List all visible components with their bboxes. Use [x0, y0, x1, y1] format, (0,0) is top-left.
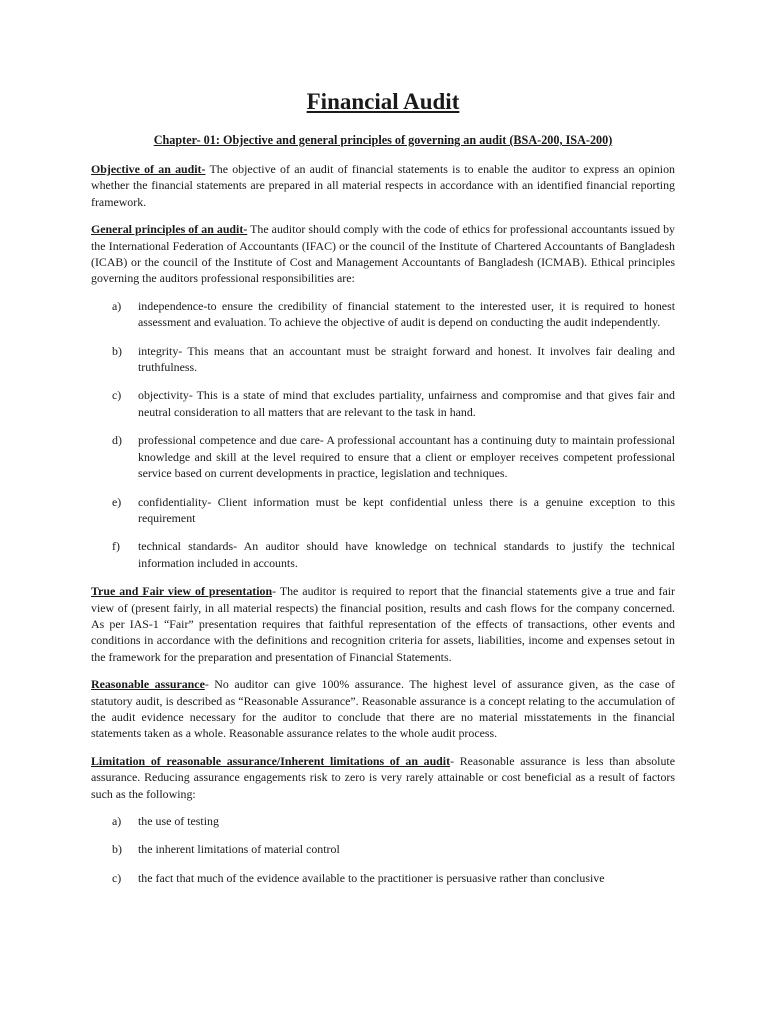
list-item-text: independence-to ensure the credibility of financial statement to the interested user, it is required to honest assessment and evaluation. To achieve the objective of audit is depend on conducting the audit independently. — [138, 298, 675, 330]
objective-paragraph — [91, 161, 675, 210]
list-item — [91, 343, 675, 376]
limitation-text: - Reasonable assurance is less than absolute assurance. Reducing assurance engagements risk to zero is very rarely attainable or cost beneficial as a result of factors such as the following: — [91, 753, 675, 801]
reasonable-assurance-text: - No auditor can give 100% assurance. The highest level of assurance given, as the case of statutory audit, is described as “Reasonable Assurance”. Reasonable assurance is a concept relating to the accumulation of the audit evidence necessary for the auditor to conclude that there are no material misstatements in the financial statements taken as a whole. Reasonable assurance relates to the whole audit process. — [91, 677, 675, 741]
true-fair-paragraph — [91, 583, 675, 665]
list-marker: c) — [112, 870, 122, 885]
chapter-heading: Chapter- 01: Objective and general principles of governing an audit (BSA-200, ISA-200) — [153, 133, 613, 147]
reasonable-assurance-paragraph — [91, 676, 675, 742]
list-marker: a) — [112, 298, 122, 313]
list-item-text: the inherent limitations of material control — [138, 842, 340, 857]
list-marker: f) — [112, 539, 120, 554]
list-item-text: confidentiality- Client information must be kept confidential unless there is a genuine exception to this requirement — [138, 494, 675, 525]
list-item — [91, 387, 675, 420]
list-marker: c) — [112, 388, 122, 403]
document-title: Financial Audit — [306, 89, 460, 114]
list-item — [91, 494, 675, 527]
list-item-text: objectivity- This is a state of mind that excludes partiality, unfairness and compromise and that gives fair and neutral consideration to all matters that are relevant to the task in hand. — [138, 388, 675, 419]
general-text: The auditor should comply with the code of ethics for professional accountants issued by the International Federation of Accountants (IFAC) or the council of the Institute of Chartered Accountants of Bangladesh (ICAB) or the council of the Institute of Cost and Management Accountants of Bangladesh (ICMAB). Ethical principles governing the auditors professional responsibilities are: — [91, 222, 675, 286]
list-item — [91, 813, 675, 829]
reasonable-assurance-heading: Reasonable assurance — [91, 677, 205, 692]
list-item — [91, 538, 675, 571]
document-page — [91, 88, 675, 898]
true-fair-heading: True and Fair view of presentation — [91, 584, 273, 599]
list-marker: b) — [112, 343, 122, 358]
general-heading: General principles of an audit- — [91, 222, 248, 237]
list-item-text: technical standards- An auditor should have knowledge on technical standards to justify the technical information included in accounts. — [138, 539, 675, 570]
objective-text: The objective of an audit of financial statements is to enable the auditor to express an opinion whether the financial statements are prepared in all material respects in accordance with an identified financial reporting framework. — [91, 162, 675, 209]
objective-heading: Objective of an audit- — [91, 162, 206, 176]
list-item-text: the use of testing — [138, 814, 219, 828]
list-item — [91, 298, 675, 331]
list-marker: d) — [112, 433, 122, 448]
list-item-text: integrity- This means that an accountant must be straight forward and honest. It involves fair dealing and truthfulness. — [138, 343, 675, 375]
list-item — [91, 841, 675, 857]
list-item-text: professional competence and due care- A professional accountant has a continuing duty to maintain professional knowledge and skill at the level required to ensure that a client or employer receives competent professional service based on current developments in practice, legislation and techniques. — [138, 433, 675, 481]
list-item — [91, 870, 675, 886]
list-marker: e) — [112, 494, 122, 509]
limitation-paragraph — [91, 753, 675, 802]
list-marker: b) — [112, 842, 122, 857]
ethical-principles-list — [91, 298, 675, 571]
list-item — [91, 432, 675, 481]
limitations-list — [91, 813, 675, 886]
true-fair-text: - The auditor is required to report that the financial statements give a true and fair view of (present fairly, in all material respects) the financial position, results and cash flows for the company concerned. As per IAS-1 “Fair” presentation requires that faithful representation of the effects of transactions, other events and conditions in accordance with the definitions and recognition criteria for assets, liabilities, income and expenses setout in the framework for the preparation and presentation of Financial Statements. — [91, 584, 676, 664]
list-marker: a) — [112, 814, 122, 828]
limitation-heading: Limitation of reasonable assurance/Inherent limitations of an audit — [91, 753, 451, 768]
general-paragraph — [91, 221, 675, 287]
list-item-text: the fact that much of the evidence available to the practitioner is persuasive rather than conclusive — [138, 870, 605, 885]
